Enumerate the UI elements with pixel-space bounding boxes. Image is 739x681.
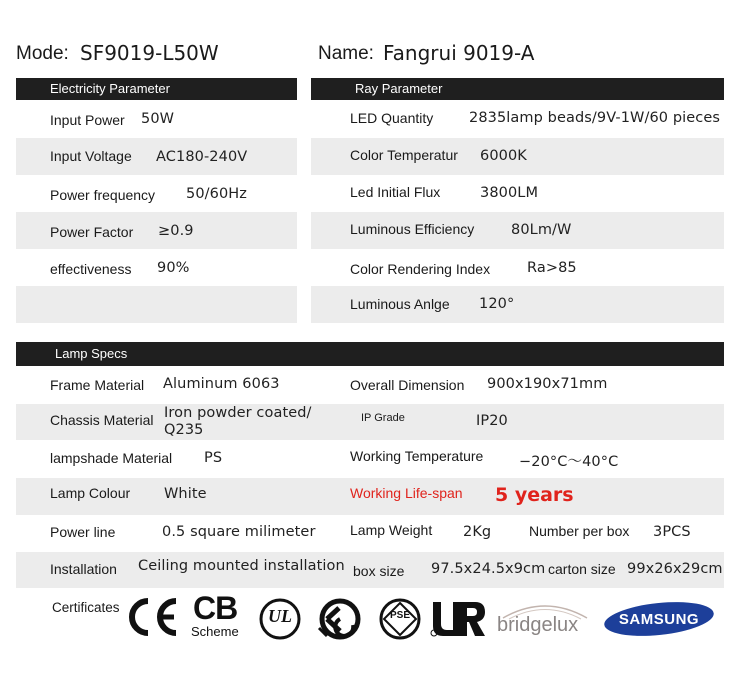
ray-header: Ray Parameter (311, 78, 724, 100)
cb-scheme-icon: CB Scheme (191, 590, 239, 639)
led-quantity-value: 2835lamp beads/9V-1W/60 pieces (469, 110, 721, 126)
lamp-weight-value: 2Kg (463, 524, 492, 540)
kc-mark-icon (313, 598, 367, 640)
input-power-label: Input Power (50, 112, 125, 128)
band-row (16, 286, 297, 323)
input-voltage-value: AC180-240V (156, 149, 248, 165)
luminous-angle-value: 120° (479, 296, 515, 312)
samsung-logo: SAMSUNG (603, 602, 715, 636)
name-label: Name: (318, 43, 374, 64)
lamp-colour-label: Lamp Colour (50, 485, 131, 501)
input-power-value: 50W (141, 111, 175, 127)
installation-value: Ceiling mounted installation (138, 558, 345, 574)
model-label: Mode: (16, 43, 69, 64)
ur-recognized-icon (429, 600, 487, 638)
box-size-label: box size (353, 563, 405, 579)
lamp-colour-value: White (164, 486, 207, 502)
number-per-box-value: 3PCS (653, 524, 691, 540)
installation-label: Installation (50, 561, 117, 577)
certificates-label: Certificates (52, 600, 120, 615)
effectiveness-value: 90% (157, 260, 190, 276)
chassis-material-label: Chassis Material (50, 412, 154, 428)
bridgelux-logo: bridgelux (495, 600, 595, 640)
color-temperature-label: Color Temperatur (350, 147, 458, 163)
color-temperature-value: 6000K (480, 148, 527, 164)
box-size-value: 97.5x24.5x9cm (431, 561, 546, 577)
chassis-material-value-2: Q235 (164, 422, 204, 438)
frame-material-value: Aluminum 6063 (163, 376, 280, 392)
carton-size-label: carton size (548, 561, 616, 577)
lamp-specs-header: Lamp Specs (16, 342, 724, 366)
luminous-efficiency-label: Luminous Efficiency (350, 221, 475, 237)
lamp-weight-label: Lamp Weight (350, 522, 433, 538)
overall-dimension-value: 900x190x71mm (487, 376, 608, 392)
luminous-angle-label: Luminous Anlge (350, 296, 450, 312)
working-temperature-label: Working Temperature (350, 448, 484, 464)
number-per-box-label: Number per box (529, 523, 630, 539)
led-quantity-label: LED Quantity (350, 110, 434, 126)
power-factor-value: ≥0.9 (158, 223, 194, 239)
pse-mark-icon: PSE (379, 598, 421, 640)
effectiveness-label: effectiveness (50, 261, 132, 277)
power-line-label: Power line (50, 524, 116, 540)
working-life-value: 5 years (495, 484, 574, 506)
lampshade-material-value: PS (204, 450, 223, 466)
led-initial-flux-value: 3800LM (480, 185, 539, 201)
ul-listed-icon: UL (259, 598, 301, 640)
power-frequency-value: 50/60Hz (186, 186, 248, 202)
color-rendering-value: Ra>85 (527, 260, 577, 276)
power-line-value: 0.5 square milimeter (162, 524, 316, 540)
working-life-label: Working Life-span (350, 485, 463, 501)
working-temperature-value: −20°C〜40°C (519, 454, 619, 470)
electricity-header: Electricity Parameter (16, 78, 297, 100)
luminous-efficiency-value: 80Lm/W (511, 222, 572, 238)
ce-mark-icon (124, 597, 182, 637)
ip-grade-label: IP Grade (361, 412, 405, 424)
led-initial-flux-label: Led Initial Flux (350, 184, 441, 200)
frame-material-label: Frame Material (50, 377, 145, 393)
overall-dimension-label: Overall Dimension (350, 377, 465, 393)
power-frequency-label: Power frequency (50, 187, 156, 203)
input-voltage-label: Input Voltage (50, 148, 132, 164)
chassis-material-value: Iron powder coated/ (164, 405, 312, 421)
lampshade-material-label: lampshade Material (50, 450, 173, 466)
model-value: SF9019-L50W (80, 41, 219, 65)
carton-size-value: 99x26x29cm (627, 561, 723, 577)
color-rendering-label: Color Rendering Index (350, 261, 491, 277)
power-factor-label: Power Factor (50, 224, 134, 240)
name-value: Fangrui 9019-A (383, 41, 535, 65)
ip-grade-value: IP20 (476, 413, 508, 429)
